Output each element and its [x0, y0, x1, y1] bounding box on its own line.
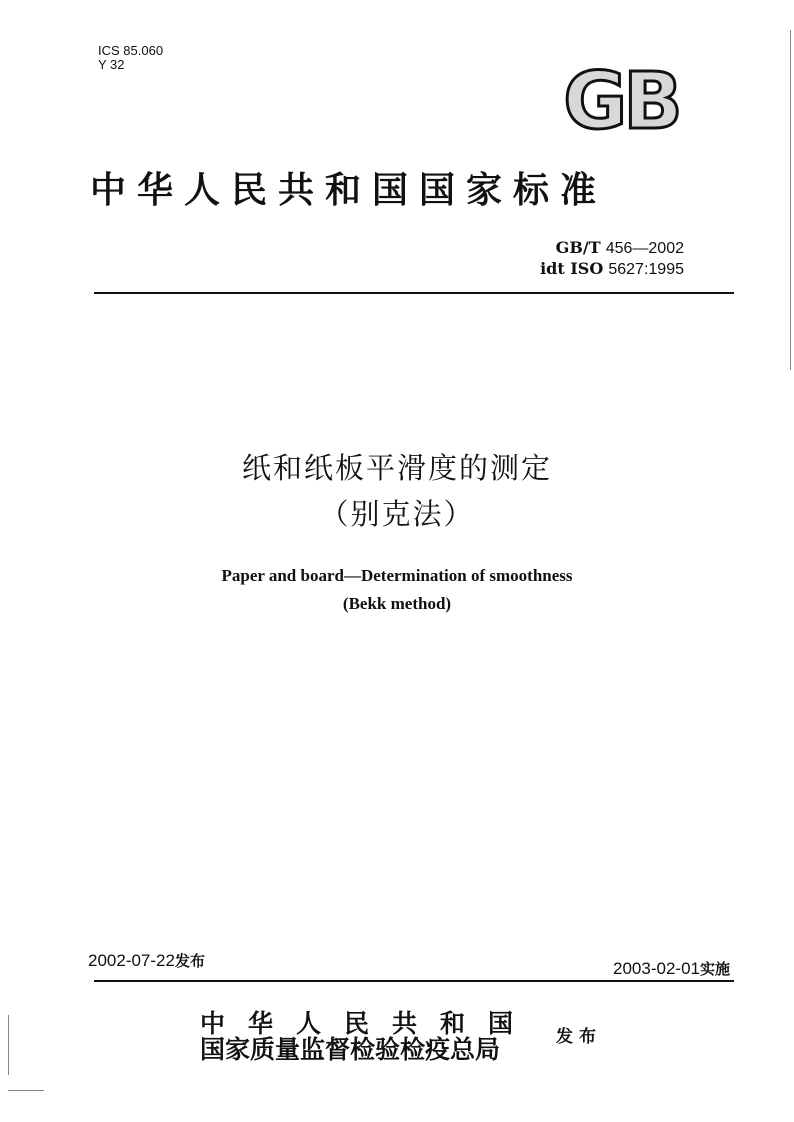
scan-edge-line-bottom: [8, 1090, 44, 1091]
idt-number: 5627:1995: [608, 261, 684, 278]
publish-label: 发布: [556, 1027, 602, 1047]
national-standard-title: 中华人民共和国国家标准: [90, 170, 608, 211]
ccs-code: Y 32: [98, 57, 125, 72]
issue-date-value: 2002-07-22: [88, 951, 175, 970]
idt-prefix: idt ISO: [540, 259, 604, 278]
title-english: Paper and board—Determination of smoothness: [221, 566, 573, 585]
gb-logo-text: GB: [563, 62, 679, 142]
standard-code-block: [540, 238, 684, 280]
issue-date: [88, 950, 205, 971]
implementation-date: [613, 958, 730, 979]
title-chinese: 纸和纸板平滑度的测定: [241, 451, 552, 485]
issuer-line-1: 中华人民共和国: [200, 1009, 537, 1038]
footer-divider: [94, 980, 734, 982]
ics-code: ICS 85.060: [98, 43, 164, 58]
classification-codes: [98, 44, 163, 72]
standard-number: [540, 238, 684, 259]
implementation-date-label: 实施: [699, 960, 730, 978]
scan-edge-line: [790, 30, 791, 370]
title-english-sub: (Bekk method): [342, 594, 452, 613]
issue-date-label: 发布: [174, 952, 205, 970]
scan-edge-line-left: [8, 1015, 9, 1075]
gb-logo: [548, 62, 694, 142]
standard-year: 456—2002: [605, 240, 684, 257]
issuer-line-2: 国家质量监督检验检疫总局: [200, 1035, 501, 1064]
implementation-date-value: 2003-02-01: [613, 959, 700, 978]
title-chinese-sub: （别克法）: [319, 497, 475, 531]
standard-prefix: GB/T: [555, 238, 601, 257]
header-divider: [94, 292, 734, 294]
idt-reference: [540, 259, 684, 280]
